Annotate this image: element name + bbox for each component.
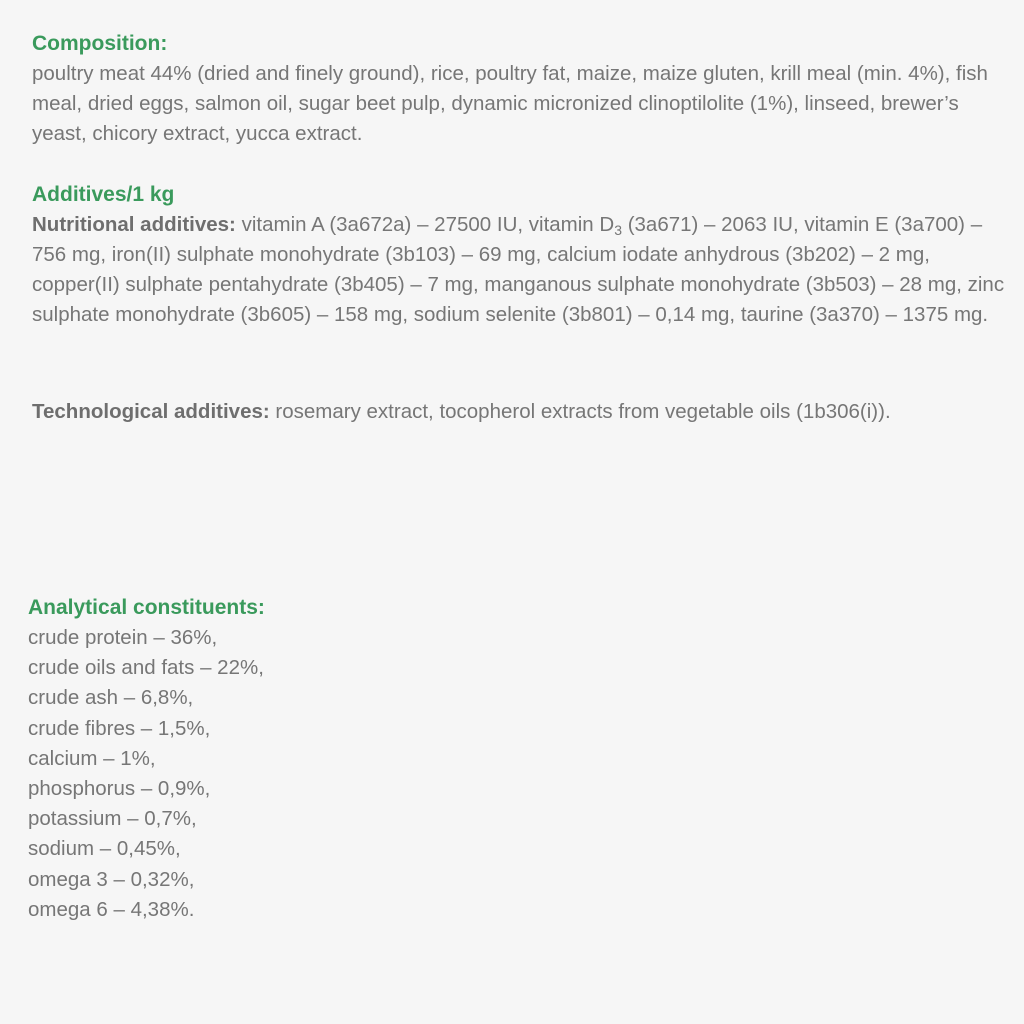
analytical-list: [28, 623, 628, 925]
additives-heading: Additives/1 kg: [32, 183, 175, 206]
nutritional-additives-label: Nutritional additives:: [32, 213, 236, 236]
list-item: omega 3 – 0,32%,: [28, 867, 195, 891]
list-item: phosphorus – 0,9%,: [28, 777, 211, 801]
analytical-constituents-section: [28, 593, 628, 925]
list-item: crude ash – 6,8%,: [28, 686, 194, 710]
vitamin-d-subscript: 3: [614, 222, 622, 238]
technological-additives-paragraph: [32, 397, 1002, 427]
list-item: omega 6 – 4,38%.: [28, 897, 195, 921]
list-item: crude oils and fats – 22%,: [28, 656, 264, 680]
technological-additives-text: rosemary extract, tocopherol extracts from vegetable oils (1b306(i)).: [269, 400, 891, 423]
list-item: sodium – 0,45%,: [28, 837, 181, 861]
technological-additives-section: [32, 397, 1002, 427]
list-item: crude fibres – 1,5%,: [28, 716, 211, 740]
analytical-heading: Analytical constituents:: [28, 596, 265, 619]
composition-heading: Composition:: [32, 32, 168, 55]
nutritional-additives-text-1: vitamin A (3a672a) – 27500 IU, vitamin D: [235, 213, 615, 236]
technological-additives-label: Technological additives:: [32, 400, 270, 423]
nutritional-additives-text-2: (3a671) – 2063 IU, vitamin E (3a700) – 756 mg, iron(II) sulphate monohydrate (3b103) – 69 mg, calcium iodate anhydrous (3b202) – 2 mg, copper(II) sulphate pentahydrate (3b405) – 7 mg, manganous sulphate monohydrate (3b503) – 28 mg, zinc sulphate monohydrate (3b605) – 158 mg, sodium selenite (3b801) – 0,14 mg, taurine (3a370) – 1375 mg.: [32, 213, 1005, 326]
composition-section: [32, 29, 1002, 149]
nutritional-additives-paragraph: [32, 210, 1007, 330]
list-item: potassium – 0,7%,: [28, 807, 197, 831]
additives-section: [32, 180, 1007, 330]
composition-text: poultry meat 44% (dried and finely ground), rice, poultry fat, maize, maize gluten, krill meal (min. 4%), fish meal, dried eggs, salmon oil, sugar beet pulp, dynamic micronized clinoptilolite (1%), linseed, brewer’s yeast, chicory extract, yucca extract.: [32, 62, 988, 145]
list-item: calcium – 1%,: [28, 746, 156, 770]
list-item: crude protein – 36%,: [28, 626, 218, 649]
